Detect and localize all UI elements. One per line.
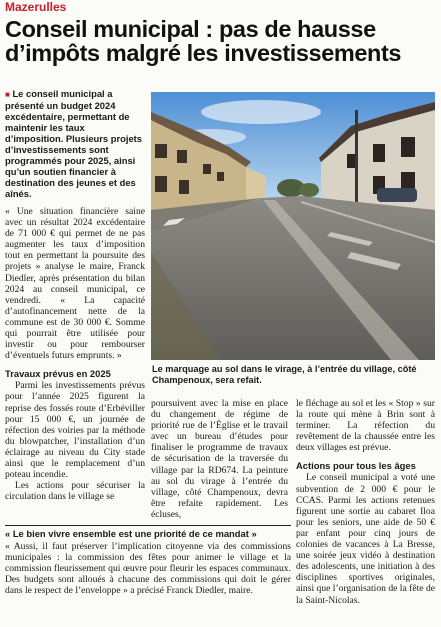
quote-divider: [5, 525, 291, 526]
lead-text: Le conseil municipal a présenté un budget 2024 excédentaire, permettant de maintenir les taux d’imposition. Plusieurs projets d’investissements sont programmés pour 2025, ainsi qu’un soutien financier à destination des jeunes et des aînés.: [5, 88, 142, 199]
body-paragraph-actions: Le conseil municipal a voté une subvention de 2 000 € pour le CCAS. Parmi les actions retenues figurent une sortie au cabaret Iloa pour les seniors, une aide de 50 € par enfant pour cinq jours de colonies de vacances à La Bresse, une soirée jeux vidéo à destination des adolescents, une initiation à des disciplines sportives originales, ainsi que l’organisation de la fête de la Saint-Nicolas.: [296, 472, 435, 606]
article-headline: Conseil municipal : pas de hausse d’impôts malgré les investissements: [5, 16, 402, 66]
article-column-middle: [151, 398, 288, 520]
quote-box: [5, 528, 291, 596]
photo-caption: Le marquage au sol dans le virage, à l’entrée du village, côté Champenoux, sera refait.: [152, 364, 417, 385]
body-paragraph-intro: « Une situation financière saine avec un résultat 2024 excédentaire de 71 000 € qui permet de ne pas augmenter les taux d’imposition tout en permettant la poursuite des projets » analyse le maire, Franck Diedler, après présentation du bilan 2024 au conseil municipal, ce vendredi. « La capacité d’autofinancement nette de la commune est de 30 000 €. Somme qui pourrait être utilisée pour investir ou pour rembourser d’éventuels futurs emprunts. »: [5, 206, 145, 362]
subhead-actions: Actions pour tous les âges: [296, 460, 416, 472]
section-kicker: Mazerulles: [5, 0, 67, 14]
article-column-right: [296, 398, 435, 606]
article-photo: [151, 92, 435, 360]
body-paragraph-mid: poursuivent avec la mise en place du changement de régime de priorité rue de l’Église et le travail avec un bureau d’études pour finaliser le programme de travaux de sécurisation de la traversée du village par la RD674. La peinture au sol du virage à l’entrée du village, côté Champenoux, devra être refaite rapidement. Les écluses,: [151, 398, 288, 520]
body-paragraph-right: le fléchage au sol et les « Stop » sur la route qui mène à Brin sont à terminer. La réfection du revêtement de la chaussée entre les deux villages est prévue.: [296, 398, 435, 454]
body-paragraph-travaux-2: Les actions pour sécuriser la circulation dans le village se: [5, 480, 145, 503]
quote-title: « Le bien vivre ensemble est une priorité de ce mandat »: [5, 528, 257, 539]
quote-body: « Aussi, il faut préserver l’implication citoyenne via des commissions municipales : la commission des fêtes pour animer le village et la commission fleurissement qui œuvre pour fleurir les espaces communaux. Des budgets sont alloués à chacune des commissions qui doit le gérer dans le respect de l’enveloppe » a précisé Franck Diedler, maire.: [5, 541, 291, 597]
square-bullet-icon: ■: [5, 90, 10, 99]
subhead-travaux: Travaux prévus en 2025: [5, 368, 111, 380]
village-road-photo: [151, 92, 435, 360]
article-lead: [5, 88, 145, 199]
article-column-left: [5, 88, 145, 502]
body-paragraph-travaux: Parmi les investissements prévus pour l’année 2025 figurent la reprise des fossés route d’Erbéviller pour 15 000 €, un journée de réfection des voiries par la méthode du blowpatcher, l’installation d’un éclairage au niveau du City stade ainsi que le remplacement d’un poteau incendie.: [5, 380, 145, 481]
